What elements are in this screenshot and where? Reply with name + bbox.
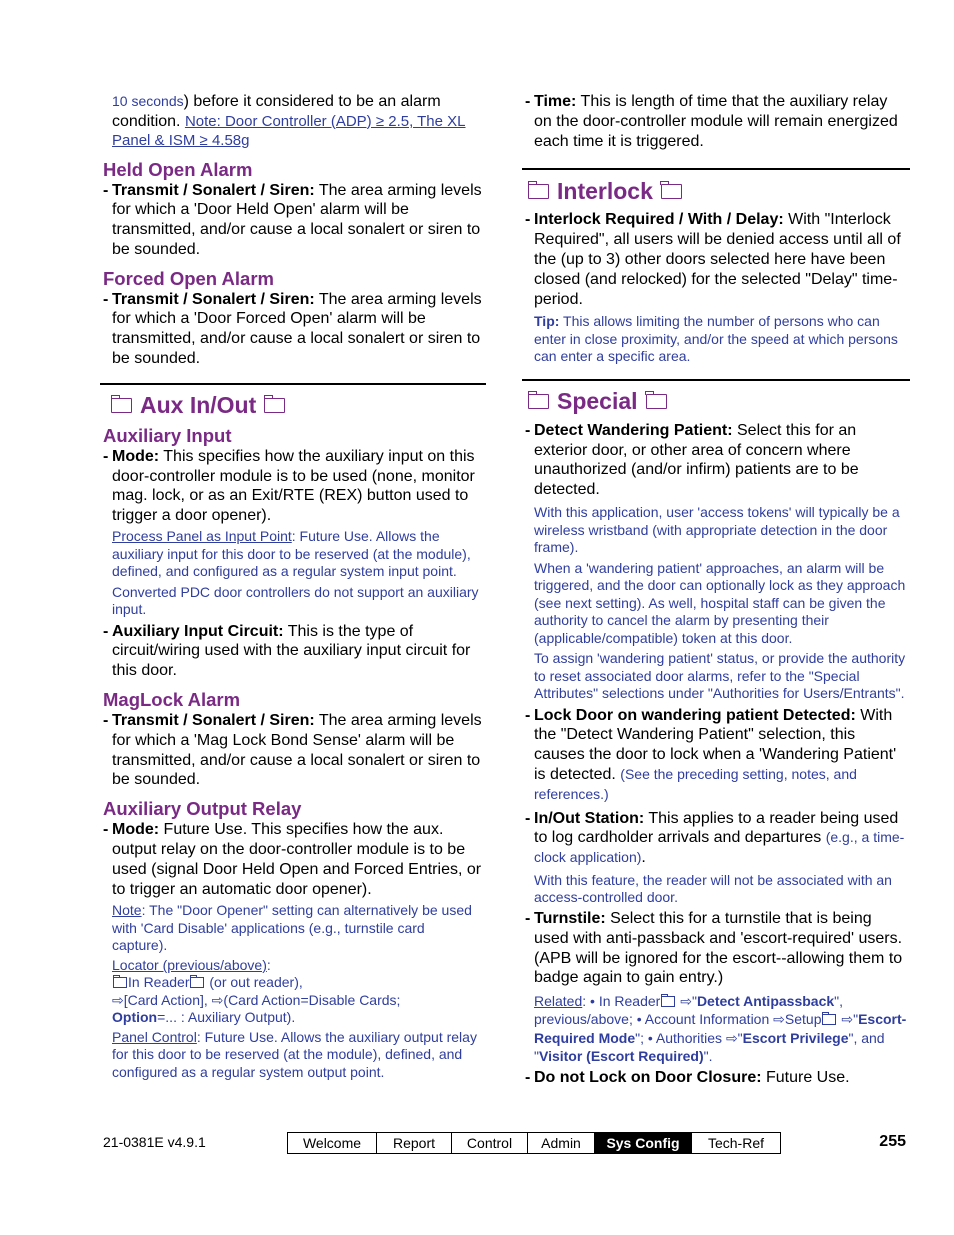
related-f-open: " [853, 1011, 859, 1028]
interlock-term: Interlock Required / With / Delay: [534, 211, 784, 229]
related-escort-privilege: Escort Privilege [742, 1029, 849, 1046]
tab-tech-ref[interactable]: Tech-Ref [707, 1135, 765, 1151]
related-escort-mode: Escort-Required Mode [534, 1011, 907, 1046]
nolock-item: - Do not Lock on Door Closure: Future Use. [525, 1068, 850, 1086]
related-a: : • In Reader [582, 993, 661, 1010]
nav-tabs [287, 1132, 781, 1154]
tab-report[interactable]: Report [377, 1133, 452, 1153]
folder-icon [528, 394, 549, 409]
lock-item: - Lock Door on wandering patient Detected: With the "Detect Wandering Patient" selection, this causes the door to lock when a 'Wandering Patient' is detected. (See the preceding setting, notes, and references.) [525, 706, 897, 802]
section-divider [100, 383, 486, 385]
page-footer [103, 1132, 906, 1154]
time-term: Time: [534, 93, 577, 110]
folder-icon [113, 977, 127, 988]
wander-note1: With this application, user 'access tokens' will typically be a wireless wristband (with appropriate detection in the door frame). [534, 504, 900, 556]
turnstile-term: Turnstile: [534, 909, 606, 927]
tip-text: This allows limiting the number of persons who can enter in close proximity, and/or the speed at which persons can enter a specific area. [534, 313, 898, 365]
aux-section-heading [103, 389, 483, 423]
related-f-close: "; • Authorities [635, 1029, 726, 1046]
locator-line2-b: (Card Action=Disable Cards; [223, 991, 401, 1008]
aux-output-heading: Auxiliary Output Relay [103, 798, 302, 820]
related-e: Setup [784, 1011, 822, 1028]
locator-line1-a: In Reader [128, 974, 190, 991]
folder-icon [822, 1014, 836, 1025]
maglock-term: Transmit / Sonalert / Siren: [112, 711, 315, 729]
folder-icon [661, 184, 682, 199]
folder-icon [661, 996, 675, 1007]
wander-item: - Detect Wandering Patient: Select this for an exterior door, or other area of concern where unauthorized (and/or infirm) patients are to be detected. [525, 421, 859, 499]
interlock-text: With "Interlock Required", all users will be denied access until all of the (up to 3) other doors selected here have been closed (and relocked) for the selected "Delay" time-period. [534, 211, 901, 308]
panel-control-note [103, 1029, 483, 1082]
aux-input-mode-item: - Mode: This specifies how the auxiliary input on this door-controller module is to be used (none, monitor mag. lock, or as an Exit/RTE (REX) button used to trigger a door opener). [103, 447, 475, 525]
held-open-text: The area arming levels for which a 'Door Held Open' alarm will be transmitted, and/or cause a local sonalert or siren to be sounded. [112, 181, 482, 258]
inout-item: - In/Out Station: This applies to a reader being used to log cardholder arrivals and departures (e.g., a time-clock application). [525, 809, 905, 867]
nolock-term: Do not Lock on Door Closure: [534, 1068, 762, 1086]
aux-output-note-text: : The "Door Opener" setting can alternatively be used with 'Card Disable' applications (e.g., turnstile card capture). [112, 902, 472, 954]
related-visitor: Visitor (Escort Required) [538, 1047, 704, 1064]
lock-note: (See the preceding setting, notes, and references.) [534, 765, 857, 802]
folder-icon [111, 398, 132, 413]
intro-note[interactable]: Note: Door Controller (ADP) ≥ 2.5, The XL Panel & ISM ≥ 4.58g [112, 112, 466, 149]
aux-input-heading: Auxiliary Input [103, 424, 232, 446]
time-item: - Time: This is length of time that the auxiliary relay on the door-controller module will remain energized each time it is triggered. [525, 93, 898, 150]
arrow-right-icon: ⇨ [211, 991, 224, 1008]
lock-text: With the "Detect Wandering Patient" selection, this causes the door to lock when a 'Wandering Patient' is detected. [534, 706, 897, 783]
held-open-heading: Held Open Alarm [103, 158, 253, 180]
related-g-text: ", and " [534, 1029, 885, 1064]
related-g-open: " [737, 1029, 743, 1046]
related-note [525, 992, 907, 1065]
related-detect-apb: Detect Antipassback [696, 993, 835, 1010]
aux-section-title: Aux In/Out [140, 392, 257, 419]
related-h-end: ". [703, 1047, 713, 1064]
right-column [525, 92, 907, 1088]
folder-icon [264, 398, 285, 413]
wander-note2: When a 'wandering patient' approaches, an alarm will be triggered, and the door can optionally lock as they approach (see next setting). As well, hospital staff can be given the authority to cancel the alarm by presenting their (applicable/compatible) token at this door. [534, 559, 906, 646]
aux-input-circuit-text: This is the type of circuit/wiring used with the auxiliary input circuit for this door. [112, 622, 471, 680]
folder-icon [190, 977, 204, 988]
interlock-title: Interlock [557, 177, 653, 204]
wander-note3: To assign 'wandering patient' status, or provide the authority to reset associated door alarms, refer to the "Special Attributes" selections under "Authorities for Users/Entrants". [534, 650, 906, 702]
turnstile-text: Select this for a turnstile that is being used with anti-passback and 'escort-required' users. (APB will be ignored for the escort--allowing them to badge again to gain entry.) [534, 909, 903, 987]
inout-small: (e.g., a time-clock application) [534, 829, 905, 866]
related-c-open: " [691, 993, 697, 1010]
aux-input-note1 [103, 528, 483, 581]
note-link[interactable]: Note [112, 902, 142, 919]
process-panel-link[interactable]: Process Panel as Input Point [112, 528, 292, 545]
arrow-right-icon: ⇨ [773, 1011, 785, 1028]
related-d: previous/above; • Account Information [534, 1011, 774, 1028]
tab-control[interactable]: Control [452, 1133, 528, 1153]
intro-prefix: 10 seconds [112, 93, 184, 109]
tip-label: Tip: [534, 313, 560, 330]
folder-icon [646, 394, 667, 409]
held-open-term: Transmit / Sonalert / Siren: [112, 181, 315, 199]
tab-admin[interactable]: Admin [528, 1133, 595, 1153]
arrow-right-icon: ⇨ [725, 1029, 738, 1046]
panel-control-text: : Future Use. Allows the auxiliary output relay for this door to be reserved (at the module), defined, and configured as a regular system output point. [112, 1028, 477, 1080]
aux-input-mode-text: This specifies how the auxiliary input on this door-controller module is to be used (none, monitor mag. lock, or as an Exit/RTE (REX) button used to trigger a door opener). [112, 447, 475, 525]
locator-option: Option [112, 1009, 158, 1026]
maglock-text: The area arming levels for which a 'Mag Lock Bond Sense' alarm will be transmitted, and/or cause a local sonalert or siren to be sounded. [112, 711, 482, 789]
related-link[interactable]: Related [534, 993, 583, 1010]
maglock-item: - Transmit / Sonalert / Siren: The area arming levels for which a 'Mag Lock Bond Sense' alarm will be transmitted, and/or cause a local sonalert or siren to be sounded. [103, 711, 482, 789]
maglock-heading: MagLock Alarm [103, 688, 241, 710]
inout-term: In/Out Station: [534, 809, 645, 827]
tab-welcome[interactable]: Welcome [288, 1133, 377, 1153]
wander-text: Select this for an exterior door, or other area of concern where unauthorized (and/or infirm) patients are to be detected. [534, 421, 859, 499]
locator-colon: : [266, 956, 271, 973]
aux-output-mode-text: Future Use. This specifies how the aux. output relay on the door-controller module is to be used (signal Door Held Open and Forced Entries, or to trigger an automatic door opener). [112, 821, 482, 898]
tab-sys-config[interactable]: Sys Config [595, 1133, 692, 1153]
turnstile-item: - Turnstile: Select this for a turnstile that is being used with anti-passback and 'escort-required' users. (APB will be ignored for the escort--allowing them to badge again to gain entry.) [525, 909, 903, 987]
aux-input-circuit-term: Auxiliary Input Circuit: [112, 622, 284, 640]
held-open-item: - Transmit / Sonalert / Siren: The area arming levels for which a 'Door Held Open' alarm will be transmitted, and/or cause a local sonalert or siren to be sounded. [103, 181, 482, 258]
wander-term: Detect Wandering Patient: [534, 421, 733, 439]
time-text: This is length of time that the auxiliary relay on the door-controller module will remain energized each time it is triggered. [534, 93, 898, 150]
page-number: 255 [879, 1133, 906, 1150]
aux-input-circuit-item: - Auxiliary Input Circuit: This is the type of circuit/wiring used with the auxiliary input circuit for this door. [103, 622, 471, 680]
doc-id: 21-0381E v4.9.1 [103, 1134, 206, 1150]
forced-open-text: The area arming levels for which a 'Door Forced Open' alarm will be transmitted, and/or cause a local sonalert or siren to be sounded. [112, 290, 482, 368]
section-divider [522, 168, 910, 170]
forced-open-term: Transmit / Sonalert / Siren: [112, 290, 315, 308]
arrow-right-icon: ⇨ [112, 991, 124, 1008]
related-c-close: ", [834, 993, 843, 1010]
intro-paragraph [103, 92, 483, 151]
aux-input-mode-term: Mode: [112, 447, 160, 465]
interlock-tip [525, 313, 907, 366]
forced-open-heading: Forced Open Alarm [103, 267, 274, 289]
arrow-right-icon: ⇨ [680, 993, 692, 1010]
aux-input-note2: Converted PDC door controllers do not support an auxiliary input. [112, 583, 479, 618]
aux-output-mode-item: - Mode: Future Use. This specifies how the aux. output relay on the door-controller module is to be used (signal Door Held Open and Forced Entries, or to trigger an automatic door opener). [103, 821, 482, 898]
section-divider [522, 379, 910, 381]
nolock-text: Future Use. [761, 1068, 850, 1086]
aux-output-mode-term: Mode: [112, 821, 160, 839]
locator-note [103, 957, 483, 1027]
interlock-heading [525, 174, 907, 208]
locator-link[interactable]: Locator (previous/above) [112, 956, 267, 973]
arrow-right-icon: ⇨ [841, 1011, 854, 1028]
locator-line2-a: [Card Action], [123, 991, 212, 1008]
aux-input-note1-text: : Future Use. Allows the auxiliary input for this door to be reserved (at the module), defined, and configured as a regular system input point. [112, 528, 471, 580]
special-title: Special [557, 388, 638, 415]
special-heading [525, 385, 907, 419]
inout-end: . [641, 849, 646, 867]
inout-text: This applies to a reader being used to log cardholder arrivals and departures [534, 809, 899, 847]
locator-line3-text: =... : Auxiliary Output). [157, 1009, 296, 1026]
aux-output-note [103, 902, 483, 955]
interlock-item: - Interlock Required / With / Delay: With "Interlock Required", all users will be denied access until all of the (up to 3) other doors selected here have been closed (and relocked) for the selected "Delay" time-period. [525, 211, 901, 308]
inout-note: With this feature, the reader will not be associated with an access-controlled door. [534, 871, 892, 906]
lock-term: Lock Door on wandering patient Detected: [534, 706, 856, 724]
folder-icon [528, 184, 549, 199]
intro-text: ) before it considered to be an alarm condition. [112, 93, 441, 130]
left-column [103, 92, 483, 1081]
panel-control-link[interactable]: Panel Control [112, 1028, 197, 1045]
locator-line1-b: (or out reader), [205, 974, 303, 991]
forced-open-item: - Transmit / Sonalert / Siren: The area arming levels for which a 'Door Forced Open' alarm will be transmitted, and/or cause a local sonalert or siren to be sounded. [103, 290, 482, 368]
